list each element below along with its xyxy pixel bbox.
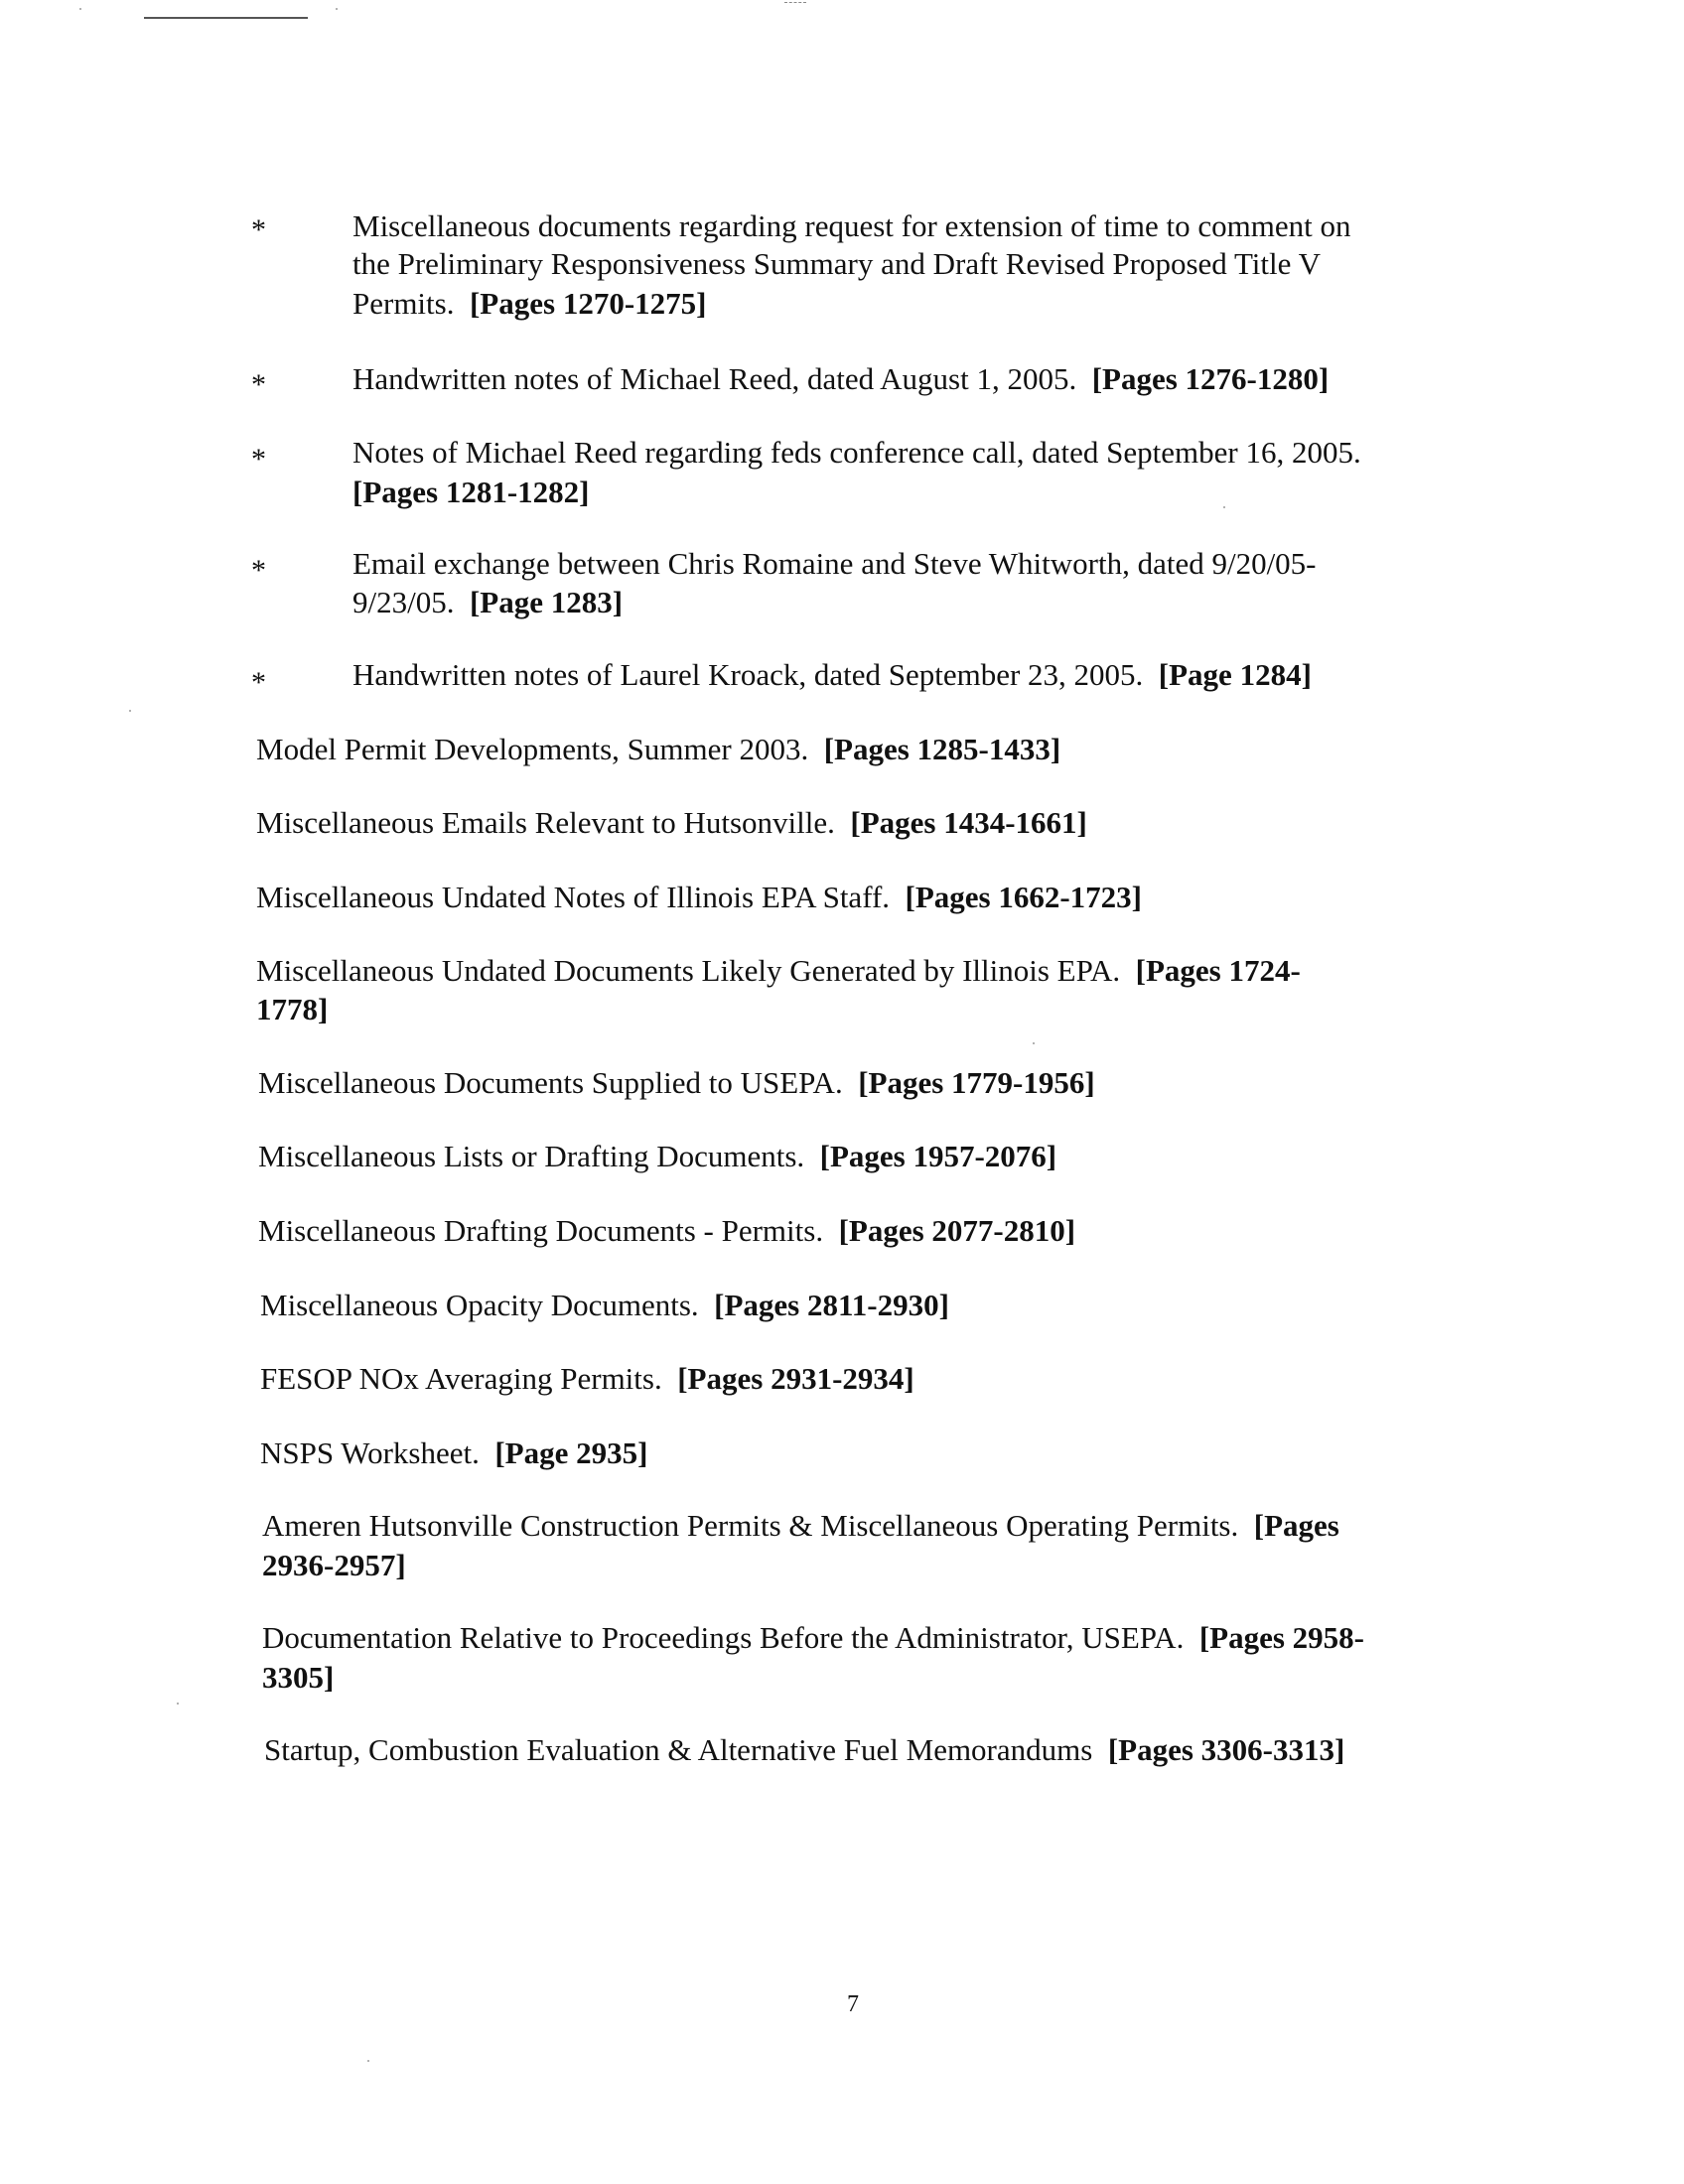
scan-speck xyxy=(336,8,338,10)
page-reference: [Pages xyxy=(1253,1508,1339,1543)
entry-11-line-2 xyxy=(262,1546,406,1584)
page-reference: [Pages 3306-3313] xyxy=(1107,1732,1345,1767)
entry-7 xyxy=(258,1211,1075,1250)
line-text: Ameren Hutsonville Construction Permits & Miscellaneous Operating Permits. xyxy=(262,1508,1239,1543)
scan-speck xyxy=(1033,1042,1035,1044)
bullet-marker: * xyxy=(251,554,266,587)
line-text: Miscellaneous Undated Notes of Illinois EPA Staff. xyxy=(256,880,891,914)
entry-13 xyxy=(264,1730,1344,1769)
line-text: Miscellaneous Emails Relevant to Hutsonville. xyxy=(256,805,835,840)
bullet-4-line-2 xyxy=(352,583,623,621)
line-text: Miscellaneous Documents Supplied to USEPA. xyxy=(258,1065,843,1100)
page-reference: [Pages 1285-1433] xyxy=(823,732,1061,766)
page-reference: [Pages 2077-2810] xyxy=(838,1213,1076,1248)
page-reference: [Pages 2811-2930] xyxy=(714,1288,949,1322)
line-text: Email exchange between Chris Romaine and Steve Whitworth, dated 9/20/05- xyxy=(352,546,1317,581)
entry-4-line-2 xyxy=(256,990,328,1028)
entry-2 xyxy=(256,803,1087,842)
page-reference: 2936-2957] xyxy=(262,1548,406,1582)
entry-3 xyxy=(256,878,1142,916)
page-reference: [Pages 1957-2076] xyxy=(819,1139,1057,1173)
bullet-1-line-3 xyxy=(352,284,706,323)
page-reference: [Page 1284] xyxy=(1158,657,1312,692)
line-text: Handwritten notes of Michael Reed, dated August 1, 2005. xyxy=(352,361,1077,396)
entry-9 xyxy=(260,1359,914,1398)
bullet-3-line-2 xyxy=(352,473,589,511)
page-reference: [Pages 2958- xyxy=(1198,1620,1364,1655)
entry-10 xyxy=(260,1433,647,1472)
page-reference: [Page 1283] xyxy=(469,585,624,619)
line-text: Miscellaneous Drafting Documents - Permits. xyxy=(258,1213,824,1248)
scan-speck xyxy=(129,710,131,712)
page-reference: [Pages 1270-1275] xyxy=(469,286,707,321)
entry-5 xyxy=(258,1063,1095,1102)
bullet-4-line-1 xyxy=(352,544,1317,583)
page-reference: [Pages 1724- xyxy=(1135,953,1301,988)
entry-6 xyxy=(258,1137,1056,1175)
line-text: Startup, Combustion Evaluation & Alternative Fuel Memorandums xyxy=(264,1732,1093,1767)
bullet-marker: * xyxy=(251,368,266,401)
page-reference: [Pages 1434-1661] xyxy=(850,805,1087,840)
entry-1 xyxy=(256,730,1060,768)
line-text: FESOP NOx Averaging Permits. xyxy=(260,1361,662,1396)
page-number: 7 xyxy=(847,1991,859,2017)
scan-speck xyxy=(1223,506,1225,508)
page-reference: [Page 2935] xyxy=(494,1435,648,1470)
bullet-5-line-1 xyxy=(352,655,1312,694)
scan-speck xyxy=(367,2060,369,2062)
line-text: the Preliminary Responsiveness Summary and Draft Revised Proposed Title V xyxy=(352,246,1321,281)
page-reference: [Pages 2931-2934] xyxy=(677,1361,914,1396)
page-reference: [Pages 1662-1723] xyxy=(905,880,1143,914)
page-reference: [Pages 1779-1956] xyxy=(858,1065,1095,1100)
entry-12-line-2 xyxy=(262,1658,334,1697)
entry-12-line-1 xyxy=(262,1618,1364,1657)
line-text: Model Permit Developments, Summer 2003. xyxy=(256,732,809,766)
bullet-1-line-1 xyxy=(352,206,1351,245)
line-text: Miscellaneous Undated Documents Likely Generated by Illinois EPA. xyxy=(256,953,1121,988)
bullet-marker: * xyxy=(251,213,266,246)
scan-speck xyxy=(177,1703,179,1705)
page-reference: [Pages 1276-1280] xyxy=(1091,361,1330,396)
line-text: 9/23/05. xyxy=(352,585,455,619)
bullet-2-line-1 xyxy=(352,359,1329,398)
entry-11-line-1 xyxy=(262,1506,1339,1545)
page-reference: 3305] xyxy=(262,1660,335,1695)
top-scan-mark xyxy=(784,2,806,3)
bullet-marker: * xyxy=(251,666,266,699)
bullet-marker: * xyxy=(251,443,266,476)
line-text: Miscellaneous Lists or Drafting Documents. xyxy=(258,1139,805,1173)
line-text: Miscellaneous Opacity Documents. xyxy=(260,1288,699,1322)
line-text: Permits. xyxy=(352,286,455,321)
page-reference: [Pages 1281-1282] xyxy=(352,475,590,509)
page-reference: 1778] xyxy=(256,992,329,1026)
entry-8 xyxy=(260,1286,949,1324)
entry-4-line-1 xyxy=(256,951,1301,990)
line-text: Handwritten notes of Laurel Kroack, dated September 23, 2005. xyxy=(352,657,1144,692)
line-text: NSPS Worksheet. xyxy=(260,1435,480,1470)
bullet-1-line-2 xyxy=(352,244,1321,283)
line-text: Documentation Relative to Proceedings Before the Administrator, USEPA. xyxy=(262,1620,1185,1655)
top-rule xyxy=(144,17,308,19)
scan-speck xyxy=(79,8,81,10)
line-text: Miscellaneous documents regarding request for extension of time to comment on xyxy=(352,208,1351,243)
bullet-3-line-1 xyxy=(352,433,1361,472)
line-text: Notes of Michael Reed regarding feds conference call, dated September 16, 2005. xyxy=(352,435,1361,470)
